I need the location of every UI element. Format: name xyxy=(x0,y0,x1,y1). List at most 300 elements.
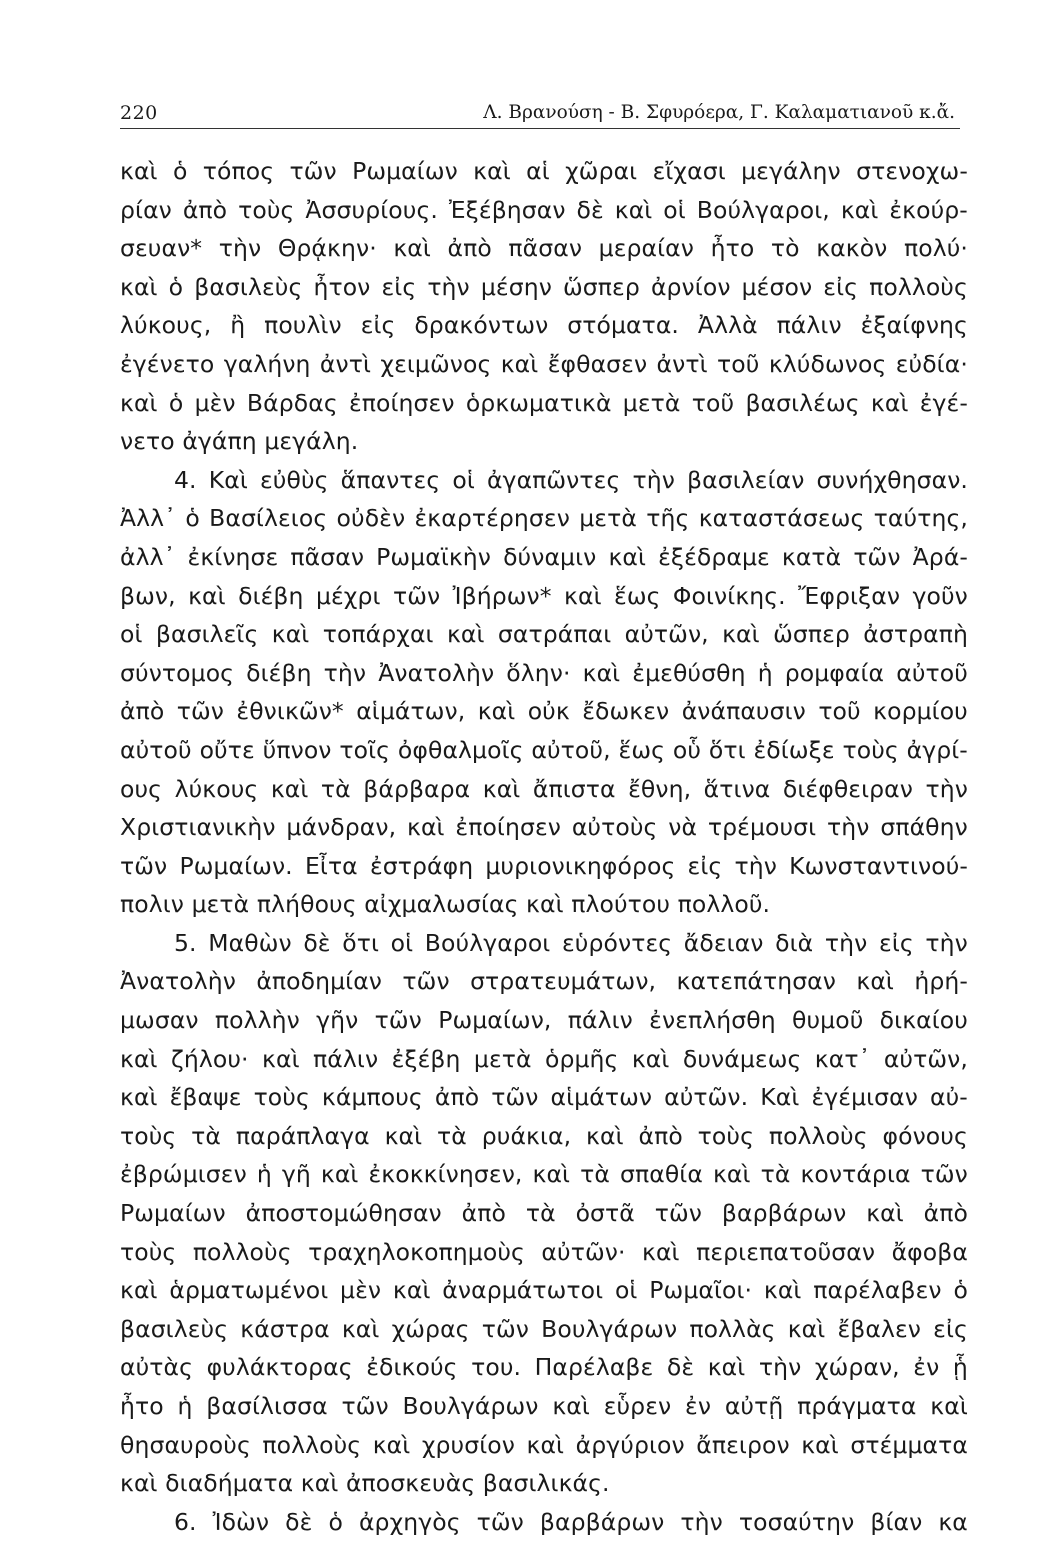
word: Ἀρά- xyxy=(912,542,968,571)
word: Βασίλειος xyxy=(209,504,328,533)
word: βασιλείαν xyxy=(687,465,805,494)
word: τοπάρχαι xyxy=(322,620,434,649)
header-rule xyxy=(120,128,960,129)
word: Καὶ xyxy=(760,1083,800,1112)
word: δύναμιν xyxy=(503,542,597,571)
word: νὰ xyxy=(668,813,698,842)
word: καὶ xyxy=(477,697,516,726)
body-text xyxy=(120,152,968,1541)
word: καὶ xyxy=(763,1276,802,1305)
word: μυριονικηφόρος xyxy=(485,851,676,880)
word: τόπος xyxy=(202,157,275,185)
word: του. xyxy=(471,1353,522,1382)
word: πολλοὺς xyxy=(262,1430,362,1459)
word: αὐτοὺς xyxy=(571,813,658,842)
word: ἀναρμάτωτοι xyxy=(442,1276,604,1305)
word: ἀπὸ xyxy=(182,195,228,224)
word: καὶ xyxy=(393,234,431,263)
word: διέβη xyxy=(238,581,304,610)
word: ἅπαντες xyxy=(340,465,441,494)
word: οὔτε xyxy=(199,735,255,764)
word: οἱ xyxy=(120,620,143,649)
word: τὴν xyxy=(925,928,968,957)
word: κάστρα xyxy=(240,1314,330,1343)
text-line xyxy=(120,770,968,809)
word: τοὺς xyxy=(120,1237,177,1266)
word: ὁ xyxy=(185,504,200,533)
word: ἐξέβη xyxy=(391,1044,461,1073)
word: κορμίου xyxy=(873,697,968,726)
word: οὗ xyxy=(672,735,702,764)
text-line xyxy=(120,1194,968,1233)
word: σευαν* xyxy=(120,234,203,263)
word: πολλοὺς xyxy=(768,1121,868,1150)
word: βάρβαρα xyxy=(363,774,471,803)
page-number: 220 xyxy=(120,102,158,124)
word: αἱμάτων, xyxy=(356,697,466,726)
word: καὶ xyxy=(564,581,602,610)
word: τὰ xyxy=(191,1121,222,1150)
word: τὴν xyxy=(824,928,868,957)
word: στρατευμάτων, xyxy=(470,967,657,996)
word: ἀγρί- xyxy=(906,735,968,764)
word: καὶ xyxy=(866,1199,904,1228)
word: ἐξέδραμε xyxy=(658,542,770,571)
word: εἰς xyxy=(360,311,396,340)
word: ἔβαψε xyxy=(169,1083,242,1112)
word: ὁρκωματικὰ xyxy=(465,388,612,417)
word: πᾶσαν xyxy=(508,234,583,263)
word: οὐκ xyxy=(527,697,570,726)
word: τὴν xyxy=(827,813,870,842)
word: Ἀνατολὴν xyxy=(378,658,495,687)
text-line xyxy=(120,1001,968,1040)
word: καὶ xyxy=(341,1314,380,1343)
word: ἡ xyxy=(177,1392,193,1420)
word: Ρωμαίων xyxy=(120,1199,226,1228)
word: τῶν xyxy=(481,1314,529,1343)
word: ἔβαλεν xyxy=(837,1314,921,1343)
word: ἠρή- xyxy=(914,967,968,996)
word: ταύτης, xyxy=(873,504,968,533)
word: φόνους xyxy=(882,1121,968,1150)
text-line xyxy=(120,345,968,384)
word: κατεπάτησαν xyxy=(676,967,836,996)
text-line xyxy=(120,962,968,1001)
word: ἀπὸ xyxy=(120,697,165,726)
word: ἦτο xyxy=(120,1392,164,1420)
word: οἱ xyxy=(614,1276,638,1305)
word: τοὺς xyxy=(842,735,899,764)
word: τὴν xyxy=(680,1507,723,1536)
word: τὴν xyxy=(323,658,367,687)
word: σπάθην xyxy=(880,813,968,842)
word: ὀφθαλμοῖς xyxy=(397,735,524,764)
word: πάλιν xyxy=(776,311,842,340)
word: τοὺς xyxy=(697,1121,754,1150)
word: ὕπνον xyxy=(262,735,332,764)
word: ἐκίνησε xyxy=(187,542,279,571)
word: Εἶτα xyxy=(304,851,358,880)
word: μάνδραν, xyxy=(286,813,397,842)
word: καὶ xyxy=(787,1314,826,1343)
word: ἀπὸ xyxy=(434,1083,480,1112)
word: καὶ xyxy=(856,967,894,996)
word: ἀρχηγὸς xyxy=(358,1507,461,1536)
word: ἐβρώμισεν xyxy=(120,1160,247,1189)
word: εἰς xyxy=(381,272,417,301)
paragraph-start-line xyxy=(120,461,968,500)
word: μετὰ xyxy=(622,388,681,417)
word: δὲ xyxy=(666,1353,695,1382)
word: Ἔφριξαν xyxy=(798,581,901,610)
word: καὶ xyxy=(120,388,158,417)
word: παρέλαβεν xyxy=(813,1276,942,1305)
word: καὶ xyxy=(614,195,653,224)
word: καταστάσεως xyxy=(698,504,865,533)
word: ἐδικούς xyxy=(366,1353,458,1382)
word: γοῦν xyxy=(912,581,968,610)
text-line xyxy=(120,1426,968,1465)
word: αὐτοῦ, xyxy=(531,735,611,764)
word: δὲ xyxy=(285,1507,313,1536)
word: καὶ xyxy=(930,1392,968,1420)
word: δικαίου xyxy=(879,1006,968,1035)
word: ὁ xyxy=(328,1507,343,1536)
word: τὴν xyxy=(758,1353,802,1382)
word: τρέμουσι xyxy=(707,813,817,842)
word: Χριστιανικὴν xyxy=(120,813,276,842)
word: χώραν, xyxy=(814,1353,900,1382)
word: ἀνάπαυσιν xyxy=(681,697,806,726)
word: τὴν xyxy=(427,272,470,301)
word: Ἀνατολὴν xyxy=(120,967,236,996)
word: βασίλισσα xyxy=(206,1392,328,1420)
word: ἀντὶ xyxy=(319,349,372,378)
word: καὶ xyxy=(120,1044,158,1073)
text-line xyxy=(120,654,968,693)
word: τὰ xyxy=(437,1121,467,1150)
word: εὑρόντες xyxy=(561,928,673,957)
word: Ἀσσυρίους. xyxy=(305,195,438,224)
word: τῶν xyxy=(853,542,901,571)
word: βων, xyxy=(120,581,176,610)
word: μεγάλην xyxy=(741,157,841,185)
word: τοῦ xyxy=(691,388,735,417)
word: καὶ xyxy=(840,195,879,224)
text-line: πολιν μετὰ πλήθους αἰχμαλωσίας καὶ πλούτου πολλοῦ. xyxy=(120,890,771,919)
word: Μαθὼν xyxy=(208,928,292,957)
word: ἀργύριον xyxy=(575,1430,685,1459)
word: ἐν xyxy=(685,1392,712,1420)
text-line xyxy=(120,1155,968,1194)
word: Ἰδὼν xyxy=(212,1507,270,1536)
word: κα xyxy=(938,1507,968,1536)
text-line xyxy=(120,1348,968,1387)
word: καὶ xyxy=(500,349,539,378)
word: καὶ xyxy=(870,388,909,417)
word: καὶ xyxy=(608,542,647,571)
word: αὐτῶν. xyxy=(664,1083,749,1112)
text-line xyxy=(120,1310,968,1349)
word: βίαν xyxy=(870,1507,923,1536)
word: καὶ xyxy=(707,1353,746,1382)
word: Ἀλλὰ xyxy=(697,311,758,340)
word: τὴν xyxy=(925,774,968,803)
word: ρομφαία xyxy=(784,658,885,687)
word: καὶ xyxy=(552,1392,590,1420)
word: τοὺς xyxy=(238,195,295,224)
word: Ρωμαίων, xyxy=(438,1006,552,1035)
word: ἐκαρτέρησεν xyxy=(414,504,570,533)
word: πολλὰς xyxy=(689,1314,776,1343)
word: Ἐξέβησαν xyxy=(448,195,566,224)
word: βασιλεὺς xyxy=(120,1314,229,1343)
word: ἐγένετο xyxy=(120,349,215,378)
word: καὶ xyxy=(446,620,485,649)
word: καὶ xyxy=(392,1276,431,1305)
word: κατὰ xyxy=(781,542,842,571)
word: καὶ xyxy=(712,1160,751,1189)
word: ἀγαπῶντες xyxy=(486,465,621,494)
word: ἀπὸ xyxy=(923,1199,968,1228)
paragraph-start-line xyxy=(120,1503,968,1541)
word: ἐμεθύσθη xyxy=(632,658,746,687)
text-line xyxy=(120,1387,968,1426)
word: Ρωμαϊκὴν xyxy=(376,542,492,571)
word: θυμοῦ xyxy=(792,1006,864,1035)
word: ἢ xyxy=(230,311,246,340)
word: Ἀλλ᾽ xyxy=(120,504,177,533)
word: καὶ xyxy=(120,157,158,185)
word: ἀλλ᾽ xyxy=(120,542,176,571)
word: τῶν xyxy=(654,1199,703,1228)
word: καὶ xyxy=(526,1430,565,1459)
word: οἱ xyxy=(452,465,475,494)
word: Βουλγάρων xyxy=(402,1392,539,1420)
word: ἐδίωξε xyxy=(753,735,835,764)
word: τῶν xyxy=(176,697,224,726)
word: χῶραι xyxy=(565,157,638,185)
word: μεραίαν xyxy=(598,234,694,263)
word: 6. xyxy=(174,1507,197,1536)
word: φυλάκτορας xyxy=(206,1353,353,1382)
word: πολλοὺς xyxy=(192,1237,292,1266)
word: κλύδωνος xyxy=(768,349,887,378)
word: μέσον xyxy=(741,272,813,301)
word: εὗρεν xyxy=(603,1392,672,1420)
word: εἰς xyxy=(823,272,859,301)
word: καὶ xyxy=(120,1276,158,1305)
word: Φοινίκης. xyxy=(672,581,786,610)
word: πᾶσαν xyxy=(290,542,365,571)
word: ὁ xyxy=(953,1276,968,1305)
word: βασιλέως xyxy=(745,388,860,417)
word: αὐτὰς xyxy=(120,1353,194,1382)
word: ἐγέμισαν xyxy=(811,1083,918,1112)
word: ἀποδημίαν xyxy=(256,967,383,996)
word: Βουλγάρων xyxy=(541,1314,678,1343)
word: ἄπειρον xyxy=(696,1430,790,1459)
word: τὴν xyxy=(632,465,675,494)
word: αὐτῇ xyxy=(724,1392,784,1420)
word: τοῖς xyxy=(339,735,391,764)
text-line xyxy=(120,191,968,230)
word: στόματα. xyxy=(567,311,679,340)
text-line xyxy=(120,692,968,731)
word: ὅλην· xyxy=(506,658,571,687)
word: εἰς xyxy=(933,1314,968,1343)
word: εὐθὺς xyxy=(259,465,329,494)
word: ἄδειαν xyxy=(683,928,764,957)
word: ἡ xyxy=(757,658,773,687)
word: χώρας xyxy=(391,1314,470,1343)
word: τοὺς xyxy=(120,1121,177,1150)
word: ἐποίησεν xyxy=(455,813,562,842)
word: καὶ xyxy=(801,1430,839,1459)
word: τῶν xyxy=(289,157,337,185)
word: καὶ xyxy=(722,620,760,649)
word: τὰ xyxy=(760,1160,791,1189)
word: καὶ xyxy=(262,1044,300,1073)
word: ἐποίησεν xyxy=(348,388,455,417)
word: αὐτοῦ xyxy=(896,658,968,687)
word: οἱ xyxy=(663,195,686,224)
word: ἔδωκεν xyxy=(582,697,670,726)
word: τραχηλοκοπημοὺς xyxy=(308,1237,525,1266)
word: διὰ xyxy=(775,928,814,957)
word: θησαυροὺς xyxy=(120,1430,251,1459)
word: ἁρματωμένοι xyxy=(169,1276,329,1305)
word: ᾗ xyxy=(952,1353,968,1382)
word: τοὺς xyxy=(253,1083,310,1112)
text-line xyxy=(120,1078,968,1117)
word: καὶ xyxy=(532,1160,571,1189)
word: τῶν xyxy=(341,1392,389,1420)
word: ἔφθασεν xyxy=(547,349,648,378)
word: τῶν xyxy=(476,1507,524,1536)
word: δὲ xyxy=(303,928,331,957)
word: πάλιν xyxy=(313,1044,379,1073)
word: ἐκούρ- xyxy=(889,195,968,224)
text-line xyxy=(120,538,968,577)
word: οἱ xyxy=(390,928,414,957)
word: ὀστᾶ xyxy=(575,1199,635,1228)
word: συνήχθησαν. xyxy=(816,465,968,494)
word: ἐξαίφνης xyxy=(860,311,968,340)
word: μὲν xyxy=(340,1276,382,1305)
word: διέφθειραν xyxy=(782,774,913,803)
word: τῶν xyxy=(374,1006,422,1035)
word: ἡ xyxy=(256,1160,272,1189)
word: 5. xyxy=(174,928,197,957)
word: εἴχασι xyxy=(652,157,726,185)
word: ὅτι xyxy=(708,735,746,764)
word: Κωνσταντινού- xyxy=(789,851,968,880)
word: εἰς xyxy=(687,851,723,880)
word: καὶ xyxy=(120,1083,158,1112)
word: τῶν xyxy=(402,967,450,996)
word: τοσαύτην xyxy=(738,1507,855,1536)
word: Θρᾴκην· xyxy=(277,234,377,263)
word: Βούλγαροι, xyxy=(696,195,830,224)
word: στέμματα xyxy=(850,1430,968,1459)
text-line xyxy=(120,1040,968,1079)
word: καὶ xyxy=(473,157,511,185)
word: εἰς xyxy=(879,928,914,957)
word: σπαθία xyxy=(619,1160,703,1189)
word: ἀστραπὴ xyxy=(863,620,968,649)
word: χρυσίον xyxy=(421,1430,515,1459)
word: καὶ xyxy=(188,581,226,610)
word: τῶν xyxy=(491,1083,539,1112)
word: τὰ xyxy=(320,774,351,803)
word: Καὶ xyxy=(208,465,248,494)
word: τῆς xyxy=(646,504,690,533)
word: Ἰβήρων* xyxy=(452,581,552,610)
word: αὐτῶν, xyxy=(624,620,709,649)
word: βασιλεῖς xyxy=(155,620,259,649)
word: αὐτῶν· xyxy=(541,1237,626,1266)
word: γαλήνη xyxy=(223,349,311,378)
word: αὐ- xyxy=(930,1083,968,1112)
word: ἀντὶ xyxy=(656,349,708,378)
word: στενοχω- xyxy=(856,157,968,185)
word: πολλοὺς xyxy=(869,272,968,301)
word: τὰ xyxy=(525,1199,556,1228)
word: ἐκοκκίνησεν, xyxy=(368,1160,523,1189)
word: Ρωμαῖοι· xyxy=(649,1276,753,1305)
word: 4. xyxy=(174,465,197,494)
word: καὶ xyxy=(271,620,310,649)
word: περιεπατοῦσαν xyxy=(696,1237,876,1266)
word: αἱμάτων xyxy=(550,1083,653,1112)
word: ἔθνη, xyxy=(628,774,692,803)
word: πάλιν xyxy=(567,1006,633,1035)
word: καὶ xyxy=(482,774,521,803)
word: μὲν xyxy=(194,388,236,417)
word: πουλὶν xyxy=(264,311,342,340)
word: ἦτον xyxy=(313,272,371,301)
paragraph-start-line xyxy=(120,924,968,963)
word: τοῦ xyxy=(717,349,760,378)
word: ἐγέ- xyxy=(919,388,968,417)
text-line xyxy=(120,847,968,886)
word: ἐθνικῶν* xyxy=(236,697,344,726)
text-line xyxy=(120,808,968,847)
word: μετὰ xyxy=(579,504,637,533)
word: καὶ xyxy=(384,1121,423,1150)
word: καὶ xyxy=(120,272,158,301)
word: δρακόντων xyxy=(414,311,549,340)
word: τὰ xyxy=(580,1160,610,1189)
word: καὶ xyxy=(631,1044,670,1073)
word: βαρβάρων xyxy=(721,1199,847,1228)
word: μέχρι xyxy=(315,581,381,610)
word: καὶ xyxy=(270,774,309,803)
word: σύντομος xyxy=(120,658,235,687)
word: καὶ xyxy=(320,1160,359,1189)
word: μετὰ xyxy=(473,1044,532,1073)
word: Ρωμαίων. xyxy=(179,851,293,880)
word: ἕως xyxy=(614,581,661,610)
text-line xyxy=(120,384,968,423)
word: χειμῶνος xyxy=(380,349,492,378)
text-line xyxy=(120,229,968,268)
word: ἀρνίον xyxy=(650,272,731,301)
word: ἅτινα xyxy=(703,774,771,803)
word: ὁρμῆς xyxy=(545,1044,619,1073)
